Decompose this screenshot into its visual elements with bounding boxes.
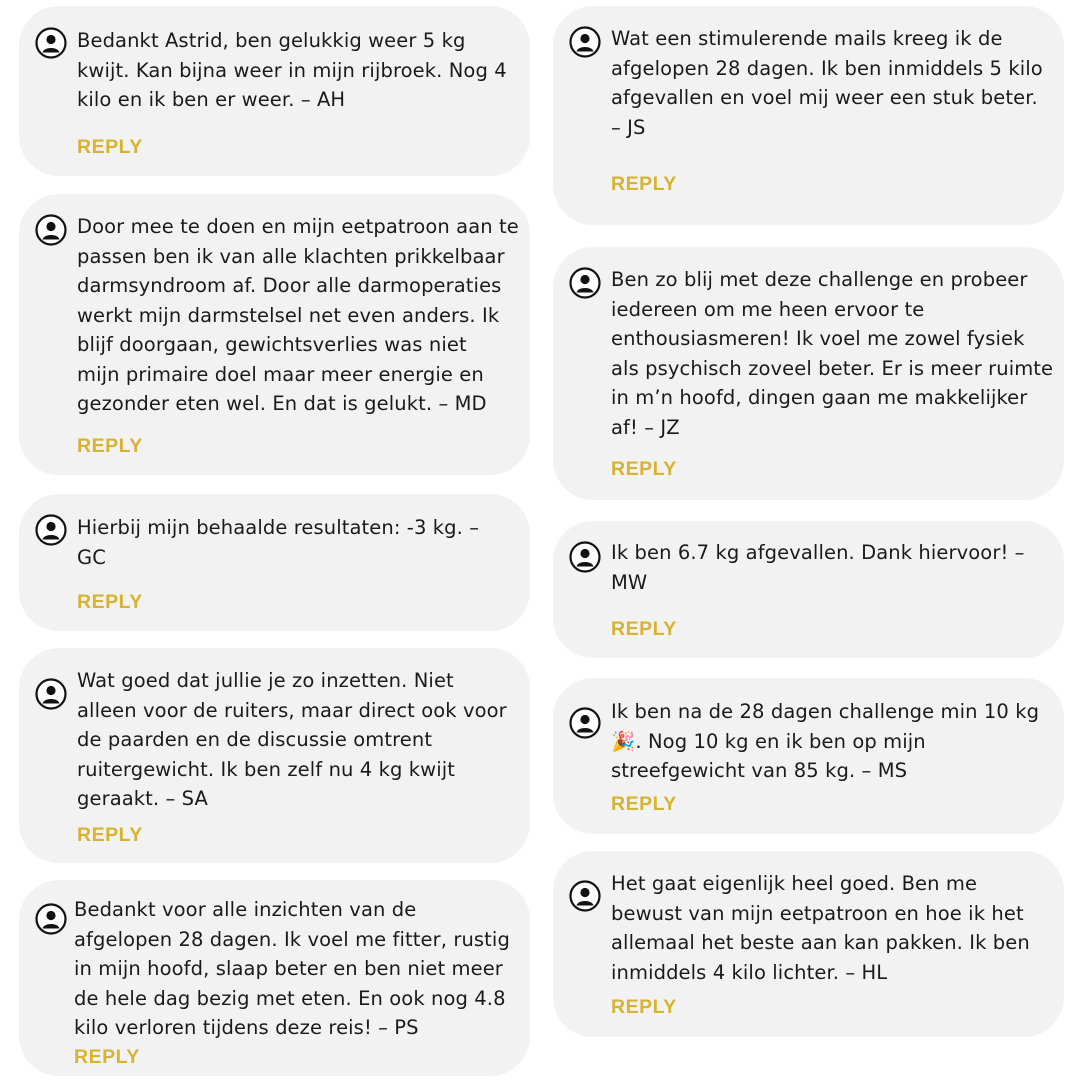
comment-card [19,648,530,863]
reply-button[interactable]: REPLY [611,996,677,1018]
user-avatar-icon [35,27,67,59]
user-avatar-icon [569,707,601,739]
comment-card [19,880,530,1076]
comment-card [19,6,530,176]
comment-card [19,194,530,475]
reply-button[interactable]: REPLY [77,435,143,457]
reply-button[interactable]: REPLY [611,793,677,815]
comment-card [553,521,1064,658]
comment-card [553,678,1064,834]
user-avatar-icon [569,541,601,573]
comment-text: Wat een stimulerende mails kreeg ik de afgelopen 28 dagen. Ik ben inmiddels 5 kilo afgevallen en voel mij weer een stuk beter. – JS [611,27,1043,139]
user-avatar-icon [35,903,67,935]
comment-text: Wat goed dat jullie je zo inzetten. Niet alleen voor de ruiters, maar direct ook voor de paarden en de discussie omtrent ruitergewicht. Ik ben zelf nu 4 kg kwijt geraakt. – SA [77,669,507,810]
reply-button[interactable]: REPLY [611,618,677,640]
comment-text: Door mee te doen en mijn eetpatroon aan te passen ben ik van alle klachten prikkelbaar darmsyndroom af. Door alle darmoperaties werkt mijn darmstelsel net even anders. Ik blijf doorgaan, gewichtsverlies was niet mijn primaire doel maar meer energie en gezonder eten wel. En dat is gelukt. – MD [77,215,519,415]
comment-text: Bedankt Astrid, ben gelukkig weer 5 kg kwijt. Kan bijna weer in mijn rijbroek. Nog 4 kilo en ik ben er weer. – AH [77,29,507,111]
user-avatar-icon [35,678,67,710]
comment-card [553,851,1064,1037]
reply-button[interactable]: REPLY [74,1046,140,1068]
reply-button[interactable]: REPLY [611,173,677,195]
comment-text: Ben zo blij met deze challenge en probeer iedereen om me heen ervoor te enthousiasmeren! Ik voel me zowel fysiek als psychisch zoveel beter. Er is meer ruimte in m’n hoofd, dingen gaan me makkelijker af! – JZ [611,268,1054,439]
comment-text: Ik ben 6.7 kg afgevallen. Dank hiervoor! – MW [611,541,1025,594]
comment-card [553,6,1064,225]
reply-button[interactable]: REPLY [611,458,677,480]
user-avatar-icon [35,514,67,546]
user-avatar-icon [35,214,67,246]
comment-text: Bedankt voor alle inzichten van de afgelopen 28 dagen. Ik voel me fitter, rustig in mijn hoofd, slaap beter en ben niet meer de hele dag bezig met eten. En ook nog 4.8 kilo verloren tijdens deze reis! – PS [74,898,510,1039]
comment-text: Ik ben na de 28 dagen challenge min 10 kg 🎉. Nog 10 kg en ik ben op mijn streefgewicht van 85 kg. – MS [611,700,1040,782]
user-avatar-icon [569,880,601,912]
comment-text: Hierbij mijn behaalde resultaten: -3 kg. – GC [77,516,480,569]
reply-button[interactable]: REPLY [77,136,143,158]
user-avatar-icon [569,267,601,299]
comment-card [19,494,530,631]
comment-text: Het gaat eigenlijk heel goed. Ben me bewust van mijn eetpatroon en hoe ik het allemaal het beste aan kan pakken. Ik ben inmiddels 4 kilo lichter. – HL [611,872,1030,984]
reply-button[interactable]: REPLY [77,591,143,613]
user-avatar-icon [569,26,601,58]
comment-card [553,247,1064,500]
reply-button[interactable]: REPLY [77,824,143,846]
